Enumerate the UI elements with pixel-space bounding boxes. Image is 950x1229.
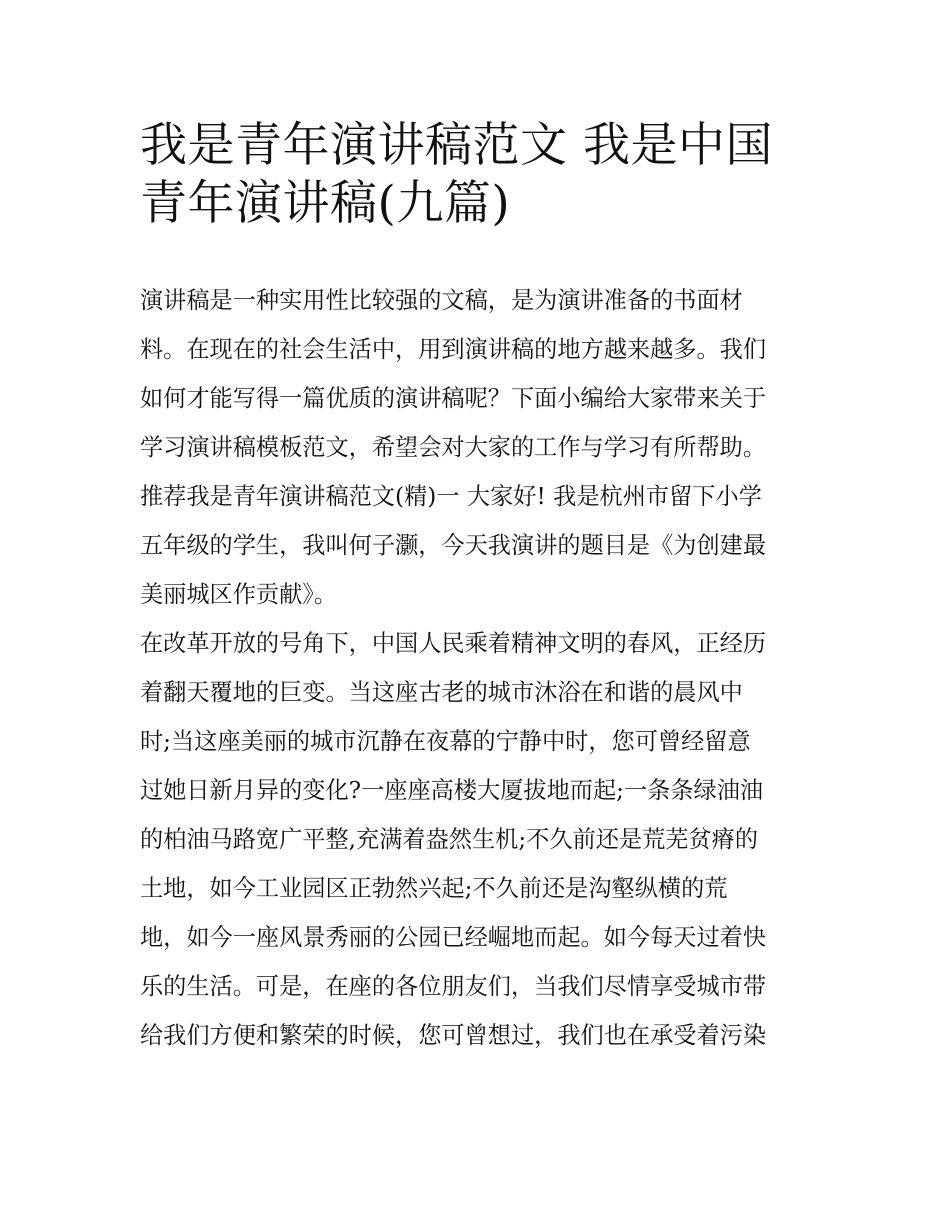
body-line: 推荐我是青年演讲稿范文(精)一 大家好! 我是杭州市留下小学: [140, 483, 762, 510]
document-title: [140, 117, 820, 233]
body-line: 乐的生活。可是，在座的各位朋友们，当我们尽情享受城市带: [140, 973, 767, 1000]
body-line: 演讲稿是一种实用性比较强的文稿，是为演讲准备的书面材: [140, 287, 743, 314]
body-line: 如何才能写得一篇优质的演讲稿呢？下面小编给大家带来关于: [140, 385, 767, 412]
body-line: 地，如今一座风景秀丽的公园已经崛地而起。如今每天过着快: [140, 924, 767, 951]
document-body: [140, 276, 830, 1060]
body-line: 土地，如今工业园区正勃然兴起;不久前还是沟壑纵横的荒: [140, 875, 728, 902]
body-line: 的柏油马路宽广平整,充满着盎然生机;不久前还是荒芜贫瘠的: [140, 826, 759, 853]
body-line: 着翻天覆地的巨变。当这座古老的城市沐浴在和谐的晨风中: [140, 679, 743, 706]
body-line: 料。在现在的社会生活中，用到演讲稿的地方越来越多。我们: [140, 336, 767, 363]
body-line: 五年级的学生，我叫何子灏，今天我演讲的题目是《为创建最: [140, 532, 767, 559]
title-line: 我是青年演讲稿范文 我是中国: [140, 118, 773, 173]
body-line: 学习演讲稿模板范文，希望会对大家的工作与学习有所帮助。: [140, 434, 767, 461]
body-line: 时;当这座美丽的城市沉静在夜幕的宁静中时，您可曾经留意: [140, 728, 751, 755]
body-line: 美丽城区作贡献》。: [140, 581, 338, 608]
body-line: 过她日新月异的变化?一座座高楼大厦拔地而起;一条条绿油油: [140, 777, 764, 804]
body-line: 在改革开放的号角下，中国人民乘着精神文明的春风，正经历: [140, 630, 767, 657]
title-line: 青年演讲稿(九篇): [140, 176, 511, 231]
body-line: 给我们方便和繁荣的时候，您可曾想过，我们也在承受着污染: [140, 1022, 767, 1049]
